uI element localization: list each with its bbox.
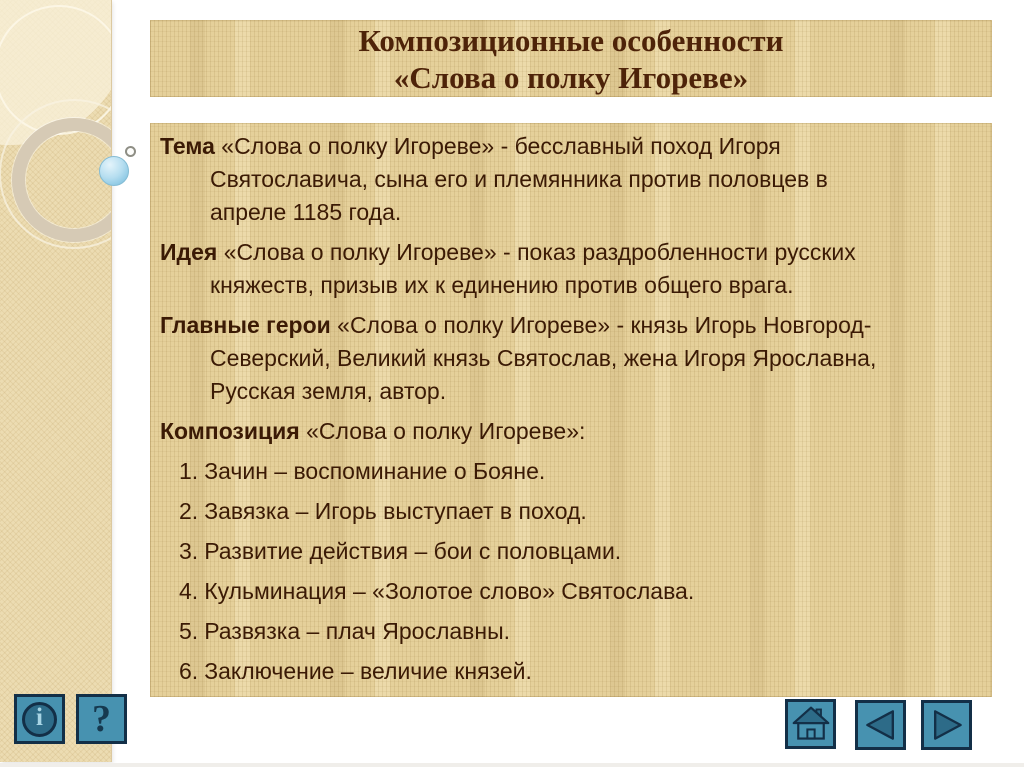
blue-ball-decoration [99, 156, 129, 186]
left-triangle-icon [861, 705, 901, 745]
home-icon [791, 704, 831, 744]
paragraph-label: Главные герои [160, 312, 331, 338]
list-item [179, 655, 984, 688]
paragraph: Тема «Слова о полку Игореве» - бесславный поход Игоря Святославича, сына его и племянника против половцев в апреле 1185 года. [160, 133, 828, 225]
list-item-text: Завязка – Игорь выступает в поход. [204, 498, 587, 524]
content-box [150, 123, 992, 697]
right-triangle-icon [927, 705, 967, 745]
list-item [179, 535, 984, 568]
home-button[interactable] [785, 699, 836, 749]
title-box [150, 20, 992, 97]
list-item [179, 495, 984, 528]
info-button[interactable] [14, 694, 65, 744]
forward-button[interactable] [921, 700, 972, 750]
list-item [179, 615, 984, 648]
paragraph: Идея «Слова о полку Игореве» - показ раздробленности русских княжеств, призыв их к единению против общего врага. [160, 239, 856, 298]
list-item [179, 455, 984, 488]
list-item-text: Кульминация – «Золотое слово» Святослава. [204, 578, 695, 604]
list-item-number: 1. [179, 458, 199, 484]
list-item-number: 5. [179, 618, 199, 644]
left-decorative-strip [0, 0, 111, 762]
paragraph-label: Тема [160, 133, 215, 159]
list-item-number: 6. [179, 658, 199, 684]
list-item-number: 4. [179, 578, 199, 604]
paragraphs [160, 130, 984, 448]
slide-bottom-edge [0, 763, 1024, 767]
paragraph-label: Идея [160, 239, 218, 265]
list-item-text: Развязка – плач Ярославны. [204, 618, 511, 644]
slide-title-line-1: Композиционные особенности [358, 23, 784, 58]
back-button[interactable] [855, 700, 906, 750]
list-item [179, 575, 984, 608]
list-item-text: Развитие действия – бои с половцами. [204, 538, 622, 564]
help-button[interactable] [76, 694, 127, 744]
small-circle-decoration [125, 146, 136, 157]
question-mark-icon: ? [92, 698, 111, 740]
list-item-text: Заключение – величие князей. [204, 658, 532, 684]
composition-list [160, 455, 984, 688]
list-item-text: Зачин – воспоминание о Бояне. [204, 458, 546, 484]
paragraph: Композиция «Слова о полку Игореве»: [160, 418, 586, 444]
slide-title-line-2: «Слова о полку Игореве» [393, 60, 749, 95]
paragraph-label: Композиция [160, 418, 300, 444]
list-item-number: 2. [179, 498, 199, 524]
info-icon: i [22, 702, 57, 737]
paragraph: Главные герои «Слова о полку Игореве» - князь Игорь Новгород- Северский, Великий князь Святослав, жена Игоря Ярославна, Русская земля, автор. [160, 312, 877, 404]
list-item-number: 3. [179, 538, 199, 564]
